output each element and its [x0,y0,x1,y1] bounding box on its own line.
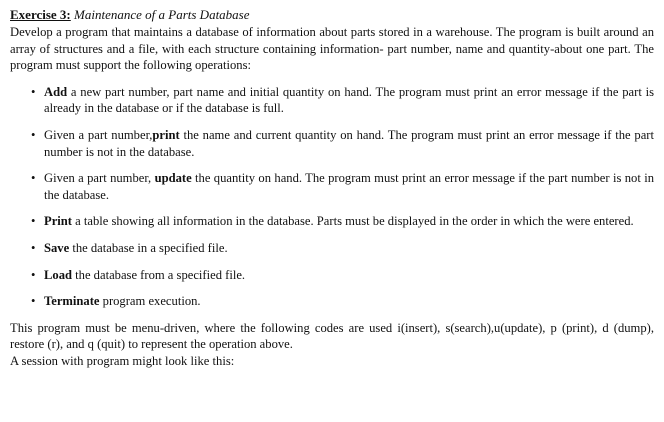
menu-description: This program must be menu-driven, where the following codes are used i(insert), s(search),u(update), p (print), d (dump), restore (r), and q (quit) to represent the operation above. [10,320,654,352]
bullet-icon: • [31,127,36,142]
list-item: • Save the database in a specified file. [31,240,228,255]
exercise-title: Maintenance of a Parts Database [74,7,250,22]
operations-list [10,84,654,310]
bullet-icon: • [31,294,36,309]
list-item: • Add a new part number, part name and initial quantity on hand. The program must print an error message if the part is already in the database or if the database is full. [31,84,654,116]
bullet-icon: • [31,267,36,282]
list-item: • Terminate program execution. [31,294,201,309]
exercise-label: Exercise 3: [10,7,71,22]
list-item: • Load the database from a specified file. [31,267,246,282]
intro-paragraph: Develop a program that maintains a database of information about parts stored in a warehouse. The program is built around an array of structures and a file, with each structure containing information- part number, name and quantity-about one part. The program must support the following operations: [10,25,654,73]
list-item: • Print a table showing all information in the database. Parts must be displayed in the order in which the were entered. [31,214,634,229]
session-intro: A session with program might look like this: [10,353,235,368]
exercise-heading [10,6,654,23]
list-item: • Given a part number,print the name and current quantity on hand. The program must print an error message if the part number is not in the database. [31,127,654,159]
bullet-icon: • [31,214,36,229]
bullet-icon: • [31,84,36,99]
bullet-icon: • [31,240,36,255]
bullet-icon: • [31,171,36,186]
list-item: • Given a part number, update the quantity on hand. The program must print an error message if the part number is not in the database. [31,171,654,202]
